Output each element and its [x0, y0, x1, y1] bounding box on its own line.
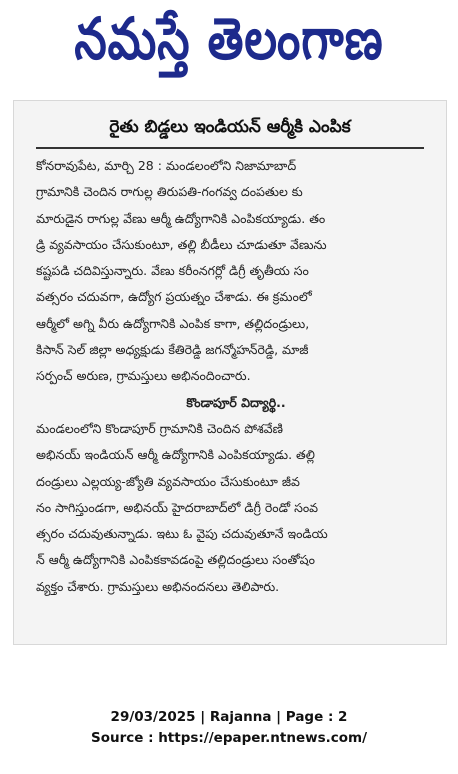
article-subhead: కొండాపూర్ విద్యార్థి..	[186, 394, 286, 410]
article-body	[36, 153, 436, 600]
newspaper-masthead	[0, 0, 458, 92]
article-line: మారుడైన రాగుల్ల వేణు ఆర్మీ ఉద్యోగానికి ఎంపికయ్యాడు. తం	[36, 210, 326, 226]
article-line: త్సరం చదువుతున్నాడు. ఇటు ఓ వైపు చదువుతూనే ఇండియ	[36, 526, 328, 542]
headline-divider	[36, 147, 424, 149]
article-line: అభినయ్ ఇండియన్ ఆర్మీ ఉద్యోగానికి ఎంపికయ్యాడు. తల్లి	[36, 447, 315, 463]
article-line: దండ్రులు ఎల్లయ్య-జ్యోతి వ్యవసాయం చేసుకుంటూ జీవ	[36, 473, 300, 489]
clipping-footer	[0, 707, 458, 749]
article-line: మండలంలోని కొండాపూర్ గ్రామానికి చెందిన పోశవేణి	[36, 420, 283, 436]
source-url: Source : https://epaper.ntnews.com/	[90, 730, 368, 746]
article-line: కోనరావుపేట, మార్చి 28 : మండలంలోని నిజామాబాద్	[36, 158, 297, 173]
masthead-title: నమస్తే తెలంగాణ	[74, 4, 384, 73]
article-line: డ్రి వ్యవసాయం చేసుకుంటూ, తల్లి బీడీలు చూడుతూ వేణును	[36, 236, 327, 252]
article-line: నం సాగిస్తుండగా, అభినయ్ హైదరాబాద్‌లో డిగ్రీ రెండో సంవ	[36, 499, 319, 515]
article-line: సర్పంచ్ అరుణ, గ్రామస్తులు అభినందించారు.	[36, 368, 251, 384]
publication-meta: 29/03/2025 | Rajanna | Page : 2	[110, 709, 348, 725]
article-line: ఆర్మీలో అగ్ని వీరు ఉద్యోగానికి ఎంపిక కాగా, తల్లిదండ్రులు,	[36, 315, 310, 331]
article-line: కిసాన్ సెల్ జిల్లా అధ్యక్షుడు కేతిరెడ్డి జగన్మోహన్‌రెడ్డి, మాజీ	[36, 342, 309, 358]
news-clipping	[13, 100, 447, 645]
article-line: కష్టపడి చదివిస్తున్నారు. వేణు కరీంనగర్లో డిగ్రీ తృతీయ సం	[36, 263, 309, 279]
article-line: వత్సరం చదువగా, ఉద్యోగ ప్రయత్నం చేశాడు. ఈ క్రమంలో	[36, 289, 312, 305]
article-line: గ్రామానికి చెందిన రాగుల్ల తిరుపతి-గంగవ్వ దంపతుల కు	[36, 184, 303, 200]
article-line: వ్యక్తం చేశారు. గ్రామస్తులు అభినందనలు తెలిపారు.	[36, 578, 280, 594]
article-headline: రైతు బిడ్డలు ఇండియన్ ఆర్మీకి ఎంపిక	[109, 117, 351, 137]
article-line: న్ ఆర్మీ ఉద్యోగానికి ఎంపికకావడంపై తల్లిదండ్రులు సంతోషం	[36, 552, 315, 568]
